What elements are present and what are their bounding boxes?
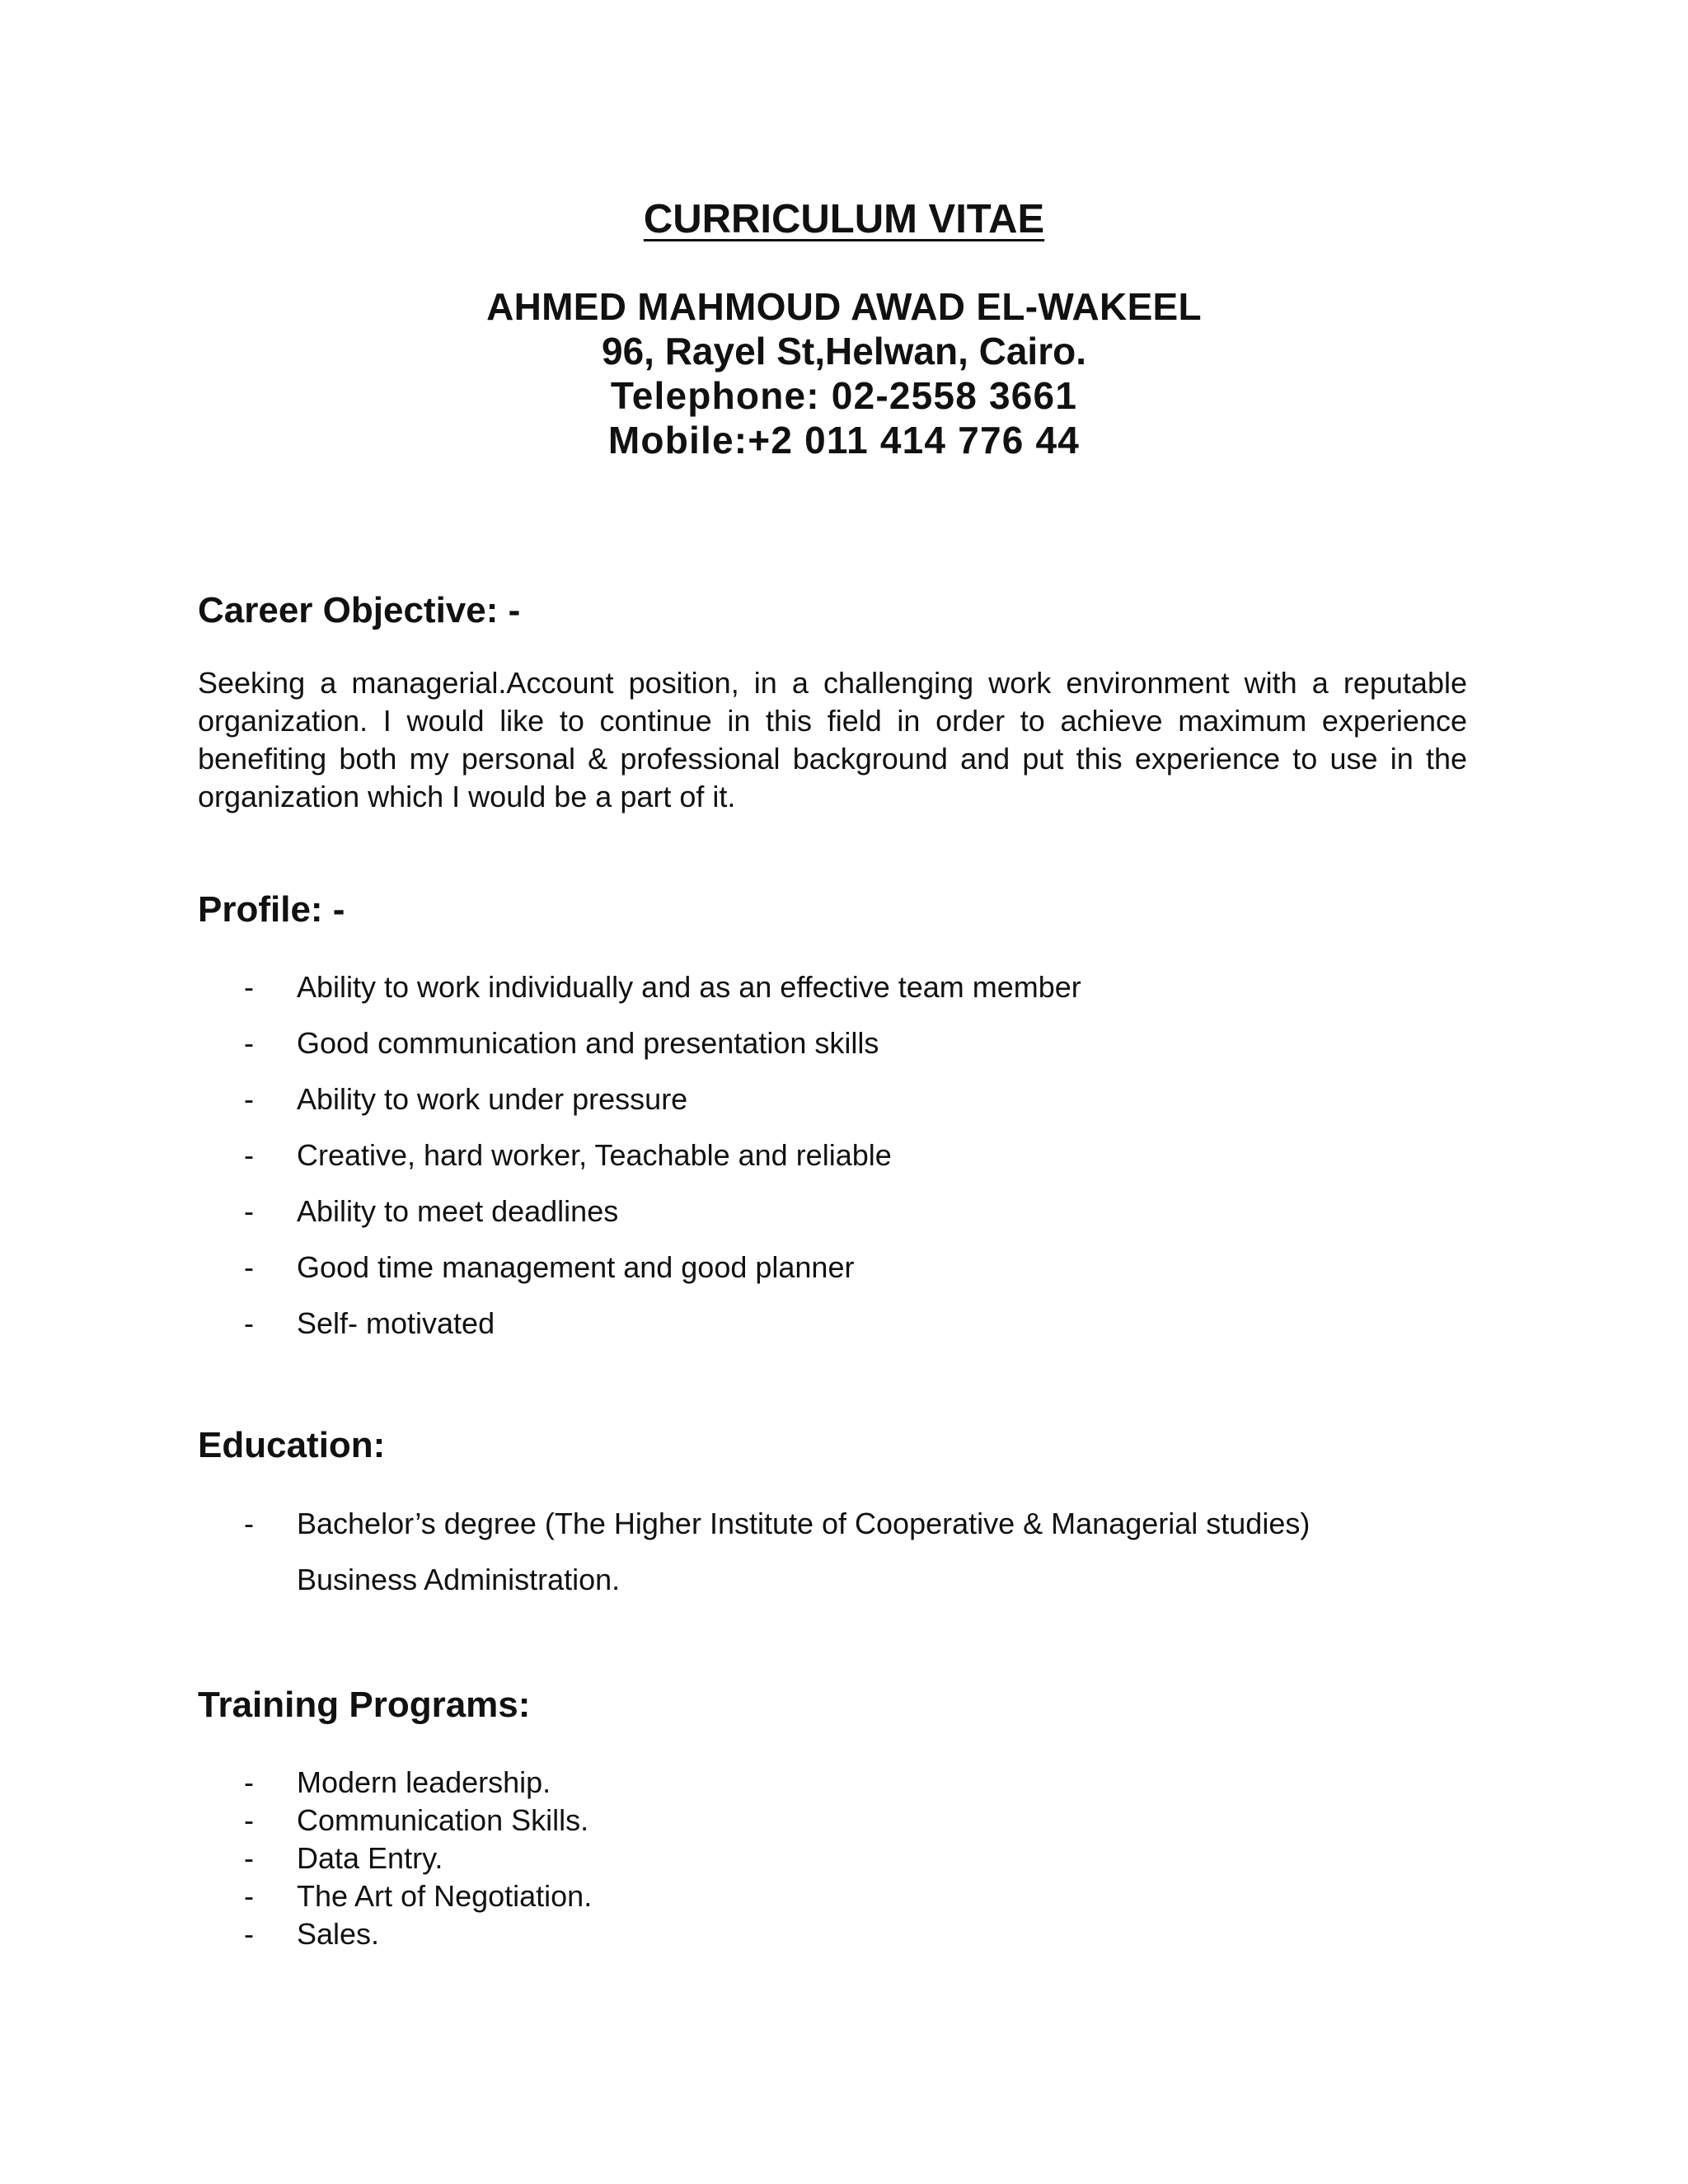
- list-item: [244, 1915, 1480, 1953]
- list-item: [244, 1802, 1480, 1840]
- bullet-dash: -: [244, 1250, 254, 1284]
- list-item: [244, 1764, 1480, 1802]
- training-item-text: Sales.: [297, 1917, 380, 1951]
- list-item: [244, 1840, 1480, 1877]
- bullet-dash: -: [244, 1765, 254, 1799]
- bullet-dash: -: [244, 1026, 254, 1060]
- profile-item-text: Ability to work under pressure: [297, 1082, 688, 1116]
- list-item: [244, 1071, 1480, 1127]
- profile-item-text: Good time management and good planner: [297, 1250, 855, 1284]
- profile-list: [244, 959, 1480, 1352]
- telephone-line: Telephone: 02-2558 3661: [610, 374, 1078, 417]
- profile-heading: Profile: -: [198, 889, 345, 930]
- bullet-dash: -: [244, 1879, 254, 1913]
- education-heading: Education:: [198, 1425, 386, 1465]
- education-continuation: Business Administration.: [297, 1563, 621, 1596]
- career-objective-text: Seeking a managerial.Account position, in a challenging work environment with a reputable organization. I would like to continue in this field in order to achieve maximum experience benefiting both my personal & professional background and put this experience to use in the organization which I would be a part of it.: [198, 666, 1467, 813]
- career-objective-heading: Career Objective: -: [198, 590, 521, 630]
- education-item-text: Bachelor’s degree (The Higher Institute of Cooperative & Managerial studies): [297, 1507, 1311, 1540]
- training-item-text: Modern leadership.: [297, 1765, 551, 1799]
- bullet-dash: -: [244, 1917, 254, 1951]
- list-item: [244, 1015, 1480, 1071]
- profile-item-text: Self- motivated: [297, 1306, 495, 1340]
- contact-header: [0, 284, 1688, 462]
- bullet-dash: -: [244, 1507, 254, 1540]
- list-item: [244, 1127, 1480, 1183]
- list-item: [244, 1877, 1480, 1915]
- list-item: [244, 959, 1480, 1015]
- bullet-dash: -: [244, 1306, 254, 1340]
- training-heading: Training Programs:: [198, 1685, 531, 1725]
- bullet-dash: -: [244, 1082, 254, 1116]
- profile-item-text: Ability to meet deadlines: [297, 1194, 619, 1228]
- bullet-dash: -: [244, 970, 254, 1004]
- list-item: [244, 1240, 1480, 1296]
- bullet-dash: -: [244, 1841, 254, 1875]
- profile-item-text: Good communication and presentation skills: [297, 1026, 879, 1060]
- profile-item-text: Ability to work individually and as an effective team member: [297, 970, 1081, 1004]
- address-line: 96, Rayel St,Helwan, Cairo.: [601, 330, 1086, 373]
- mobile-line: Mobile:+2 011 414 776 44: [607, 419, 1081, 462]
- training-item-text: The Art of Negotiation.: [297, 1879, 593, 1913]
- training-item-text: Data Entry.: [297, 1841, 443, 1875]
- bullet-dash: -: [244, 1194, 254, 1228]
- training-list: [244, 1764, 1480, 1953]
- education-list: [244, 1496, 1480, 1552]
- applicant-name: AHMED MAHMOUD AWAD EL-WAKEEL: [486, 285, 1202, 328]
- bullet-dash: -: [244, 1803, 254, 1837]
- training-item-text: Communication Skills.: [297, 1803, 589, 1837]
- document-title: CURRICULUM VITAE: [643, 197, 1045, 241]
- list-item: [244, 1296, 1480, 1352]
- bullet-dash: -: [244, 1138, 254, 1172]
- list-item: [244, 1183, 1480, 1240]
- list-item: [244, 1496, 1480, 1552]
- profile-item-text: Creative, hard worker, Teachable and reliable: [297, 1138, 892, 1172]
